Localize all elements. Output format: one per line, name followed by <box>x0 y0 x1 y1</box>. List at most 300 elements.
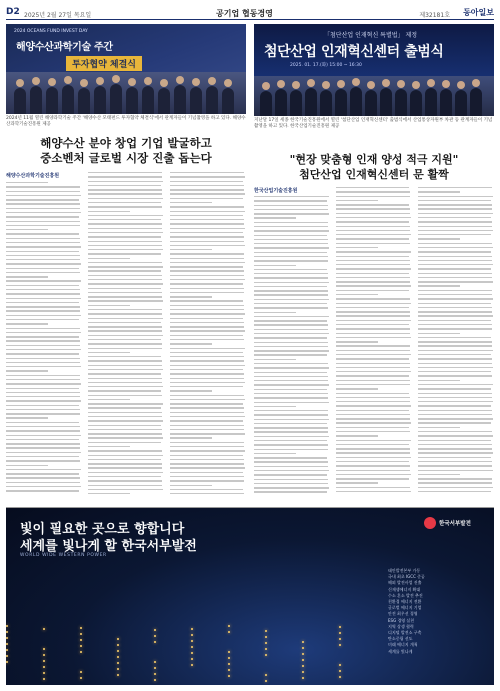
body-text-line <box>170 493 244 494</box>
body-text-line <box>6 426 80 427</box>
body-text-line <box>418 431 492 432</box>
body-text-line <box>170 236 244 237</box>
body-text-line <box>88 480 162 481</box>
body-text-line <box>418 384 493 385</box>
body-text-line <box>336 354 411 355</box>
body-text-line <box>418 465 492 466</box>
city-light <box>302 665 304 667</box>
city-light <box>191 628 193 630</box>
body-text-line <box>170 181 243 182</box>
body-text-line <box>254 431 328 432</box>
photo-subtitle: 「첨단산업 인재혁신 특별법」 제정 <box>324 32 418 39</box>
body-text-line <box>6 383 81 384</box>
body-text-line <box>88 442 161 443</box>
body-text-line <box>88 215 163 216</box>
body-text-line <box>418 221 492 222</box>
body-text-line <box>336 465 410 466</box>
body-text-line <box>254 359 296 360</box>
body-text-line <box>6 328 80 329</box>
body-text-line <box>418 375 492 376</box>
city-light <box>191 640 193 642</box>
body-text-line <box>88 343 162 344</box>
body-text-line <box>254 376 328 377</box>
body-text-line <box>170 262 245 263</box>
body-text-line <box>418 208 492 209</box>
body-text-line <box>254 466 328 467</box>
body-text-line <box>336 230 410 231</box>
body-text-line <box>88 455 163 456</box>
body-text-line <box>254 260 328 261</box>
body-text-line <box>170 330 245 331</box>
city-light <box>265 642 267 644</box>
section-title: 공기업 협동경영 <box>216 8 273 18</box>
body-text-line <box>254 200 327 201</box>
body-text-line <box>88 365 162 366</box>
city-light <box>6 637 8 639</box>
body-text-line <box>336 448 410 449</box>
ad-headline-line1: 빛이 필요한 곳으로 향합니다 <box>20 522 185 537</box>
body-text-line <box>418 457 491 458</box>
ad-list-item: 수소 혼소 발전 추진 <box>388 592 423 598</box>
body-text-line <box>88 425 161 426</box>
body-text-line <box>418 491 491 492</box>
body-text-line <box>88 335 163 336</box>
body-text-line <box>418 452 493 453</box>
body-text-line <box>170 390 212 391</box>
body-text-line <box>170 275 244 276</box>
city-light <box>43 678 45 680</box>
body-text-line <box>88 390 161 391</box>
right-photo-caption: 지난달 17일 세종 한국기술진흥원에서 열린 '첨단산업 인재혁신센터' 출범식에서 산업통상자원부 차관 등 관계자들이 기념촬영을 하고 있다. 한국산업기술진흥원 제공 <box>254 118 493 129</box>
body-text-line <box>336 243 410 244</box>
photo-date: 2025. 01. 17.(화) 15:00 ~ 16:30 <box>290 63 362 68</box>
right-byline: 한국산업기술진흥원 <box>254 188 298 194</box>
body-text-line <box>6 469 81 470</box>
city-light <box>191 634 193 636</box>
body-text-line <box>6 473 79 474</box>
body-text-line <box>170 296 212 297</box>
city-light <box>80 677 82 679</box>
city-light <box>339 664 341 666</box>
city-light <box>302 647 304 649</box>
body-text-line <box>6 221 80 222</box>
body-text-line <box>6 319 79 320</box>
body-text-line <box>254 337 327 338</box>
body-text-line <box>88 339 161 340</box>
body-text-line <box>6 233 79 234</box>
city-light <box>154 679 156 681</box>
body-text-line <box>336 478 409 479</box>
body-text-line <box>170 356 244 357</box>
body-text-line <box>336 251 411 252</box>
body-text-line <box>418 414 492 415</box>
body-text-line <box>88 407 161 408</box>
body-text-line <box>336 444 409 445</box>
body-text-line <box>6 246 81 247</box>
body-text-line <box>254 397 328 398</box>
body-text-line <box>88 373 161 374</box>
body-text-line <box>6 422 79 423</box>
body-text-line <box>88 493 130 494</box>
body-text-line <box>170 292 244 293</box>
city-light <box>117 650 119 652</box>
body-text-line <box>6 191 80 192</box>
body-text-line <box>336 418 410 419</box>
photo-title: 첨단산업 인재혁신센터 출범식 <box>264 44 444 60</box>
body-text-line <box>170 455 243 456</box>
body-text-line <box>418 397 492 398</box>
city-light <box>80 633 82 635</box>
body-text-line <box>336 213 410 214</box>
body-text-line <box>170 399 245 400</box>
body-text-line <box>336 303 411 304</box>
city-light <box>43 648 45 650</box>
body-text-line <box>88 279 162 280</box>
body-text-line <box>418 358 492 359</box>
ad-logo <box>424 516 486 530</box>
body-text-line <box>418 444 492 445</box>
page-header <box>6 6 494 20</box>
body-text-line <box>254 389 327 390</box>
body-text-line <box>254 265 296 266</box>
body-text-line <box>88 382 162 383</box>
body-text-line <box>336 200 378 201</box>
ad-list-item: 해외 발전사업 진출 <box>388 580 422 586</box>
body-text-line <box>170 185 244 186</box>
body-text-line <box>254 410 328 411</box>
body-text-line <box>336 431 410 432</box>
city-light <box>302 677 304 679</box>
body-text-line <box>170 386 243 387</box>
body-text-line <box>336 482 378 483</box>
left-headline-line2: 중소벤처 글로벌 시장 진출 돕는다 <box>40 151 212 165</box>
body-text-line <box>170 318 243 319</box>
body-text-line <box>88 403 163 404</box>
city-light <box>265 648 267 650</box>
body-text-line <box>6 293 80 294</box>
body-text-line <box>336 294 378 295</box>
body-text-line <box>6 289 80 290</box>
body-text-line <box>170 407 244 408</box>
body-text-line <box>88 326 162 327</box>
advertisement[interactable] <box>6 507 494 685</box>
body-text-line <box>254 235 327 236</box>
body-text-line <box>254 483 328 484</box>
body-text-line <box>336 393 409 394</box>
body-text-line <box>88 437 163 438</box>
city-light <box>154 661 156 663</box>
body-text-line <box>254 346 328 347</box>
body-text-line <box>254 419 329 420</box>
body-text-line <box>418 273 492 274</box>
city-light <box>43 628 45 630</box>
body-text-line <box>418 217 491 218</box>
body-text-line <box>170 198 243 199</box>
ad-list-item: 미래 에너지 개척 <box>388 642 418 648</box>
body-text-line <box>170 249 212 250</box>
issue-date: 2025년 2월 27일 목요일 <box>24 12 92 19</box>
body-text-line <box>254 333 329 334</box>
ad-headline-line2: 세계를 빛나게 할 한국서부발전 <box>20 539 197 554</box>
body-text-line <box>170 463 244 464</box>
body-text-line <box>254 286 327 287</box>
body-text-line <box>88 296 162 297</box>
body-text-line <box>418 333 460 334</box>
body-text-line <box>88 245 162 246</box>
body-text-line <box>88 348 162 349</box>
ad-list-item: 안전 최우선 경영 <box>388 611 418 617</box>
city-light <box>80 651 82 653</box>
body-text-line <box>6 482 80 483</box>
body-text-line <box>88 232 163 233</box>
body-text-line <box>88 211 130 212</box>
body-text-line <box>6 477 80 478</box>
left-article-photo <box>6 24 246 114</box>
body-text-line <box>418 478 492 479</box>
body-text-line <box>418 196 493 197</box>
city-light <box>80 645 82 647</box>
body-text-line <box>170 446 244 447</box>
body-text-line <box>336 470 410 471</box>
body-text-line <box>170 193 245 194</box>
body-text-line <box>254 324 328 325</box>
city-light <box>339 632 341 634</box>
body-text-line <box>88 258 130 259</box>
left-body-column-2 <box>88 172 164 500</box>
body-text-line <box>6 340 80 341</box>
body-text-line <box>6 315 81 316</box>
ad-list-item: 태안발전본부 가동 <box>388 568 421 573</box>
city-light <box>339 644 341 646</box>
right-body-column-2 <box>336 187 412 500</box>
body-text-line <box>418 243 492 244</box>
body-text-line <box>418 427 460 428</box>
body-text-line <box>254 342 328 343</box>
body-text-line <box>88 172 162 173</box>
body-text-line <box>418 324 492 325</box>
photo-people <box>6 72 246 114</box>
body-text-line <box>170 279 245 280</box>
body-text-line <box>254 209 328 210</box>
body-text-line <box>336 440 411 441</box>
body-text-line <box>88 386 163 387</box>
ad-tagline: WORLD WIDE WESTERN POWER <box>20 553 107 558</box>
body-text-line <box>336 491 411 492</box>
body-text-line <box>418 328 492 329</box>
right-body-column-1 <box>254 196 330 500</box>
body-text-line <box>6 417 48 418</box>
body-text-line <box>6 358 80 359</box>
body-text-line <box>254 277 328 278</box>
body-text-line <box>6 430 80 431</box>
body-text-line <box>336 414 410 415</box>
city-light <box>265 674 267 676</box>
body-text-line <box>254 487 329 488</box>
body-text-line <box>336 410 409 411</box>
issue-number: 제32181호 <box>419 12 450 19</box>
body-text-line <box>336 277 410 278</box>
body-text-line <box>254 303 327 304</box>
body-text-line <box>336 298 410 299</box>
body-text-line <box>336 371 411 372</box>
body-text-line <box>88 275 162 276</box>
body-text-line <box>254 213 329 214</box>
body-text-line <box>336 435 378 436</box>
body-text-line <box>88 249 163 250</box>
body-text-line <box>170 270 244 271</box>
body-text-line <box>254 461 328 462</box>
body-text-line <box>6 409 80 410</box>
body-text-line <box>336 324 409 325</box>
body-text-line <box>336 358 409 359</box>
body-text-line <box>88 300 163 301</box>
body-text-line <box>170 211 245 212</box>
body-text-line <box>336 217 411 218</box>
ad-city-lights <box>6 615 384 685</box>
body-text-line <box>6 310 80 311</box>
body-text-line <box>170 480 244 481</box>
body-text-line <box>336 290 409 291</box>
body-text-line <box>6 336 79 337</box>
company-logo-icon <box>424 517 436 529</box>
body-text-line <box>170 305 244 306</box>
body-text-line <box>336 311 410 312</box>
body-text-line <box>254 372 327 373</box>
body-text-line <box>336 264 410 265</box>
body-text-line <box>254 427 328 428</box>
city-light <box>265 654 267 656</box>
body-text-line <box>88 489 163 490</box>
body-text-line <box>6 460 80 461</box>
body-text-line <box>170 489 243 490</box>
left-body-column-3 <box>170 172 246 500</box>
body-text-line <box>6 465 48 466</box>
body-text-line <box>254 423 327 424</box>
body-text-line <box>254 222 328 223</box>
body-text-line <box>170 326 244 327</box>
body-text-line <box>336 452 410 453</box>
body-text-line <box>418 320 491 321</box>
body-text-line <box>254 457 327 458</box>
left-photo-caption: 2024년 11월 열린 해양과학기술 주간 '해양수산 모태펀드 투자협약 체결식'에서 관계자들이 기념촬영을 하고 있다. 해양수산과학기술진흥원 제공 <box>6 116 246 127</box>
right-headline <box>254 152 494 182</box>
body-text-line <box>418 405 491 406</box>
body-text-line <box>6 302 79 303</box>
body-text-line <box>88 176 162 177</box>
body-text-line <box>88 318 163 319</box>
city-light <box>302 653 304 655</box>
body-text-line <box>418 371 491 372</box>
body-text-line <box>336 268 411 269</box>
city-light <box>80 671 82 673</box>
city-light <box>80 627 82 629</box>
body-text-line <box>88 185 161 186</box>
body-text-line <box>88 352 130 353</box>
body-text-line <box>336 247 378 248</box>
body-text-line <box>170 437 212 438</box>
photo-title: 해양수산과학기술 주간 <box>16 42 113 53</box>
city-light <box>154 635 156 637</box>
body-text-line <box>170 352 243 353</box>
body-text-line <box>6 268 79 269</box>
body-text-line <box>88 330 162 331</box>
body-text-line <box>254 367 329 368</box>
body-text-line <box>6 375 80 376</box>
body-text-line <box>88 309 162 310</box>
body-text-line <box>418 448 492 449</box>
body-text-line <box>170 472 243 473</box>
body-text-line <box>418 191 460 192</box>
body-text-line <box>418 474 460 475</box>
body-text-line <box>418 238 460 239</box>
body-text-line <box>336 260 410 261</box>
body-text-line <box>254 226 328 227</box>
body-text-line <box>88 399 130 400</box>
body-text-line <box>6 323 48 324</box>
city-light <box>6 643 8 645</box>
body-text-line <box>6 439 79 440</box>
body-text-line <box>254 402 329 403</box>
body-text-line <box>170 206 244 207</box>
body-text-line <box>88 202 161 203</box>
body-text-line <box>336 307 409 308</box>
body-text-line <box>254 474 327 475</box>
body-text-line <box>418 294 492 295</box>
body-text-line <box>6 263 81 264</box>
photo-banner: 2024 OCEANS FUND INVEST DAY <box>14 29 88 34</box>
body-text-line <box>418 315 493 316</box>
city-light <box>302 659 304 661</box>
body-text-line <box>88 429 162 430</box>
body-text-line <box>6 447 80 448</box>
body-text-line <box>6 456 79 457</box>
body-text-line <box>6 452 81 453</box>
body-text-line <box>254 329 328 330</box>
body-text-line <box>88 412 162 413</box>
body-text-line <box>418 298 493 299</box>
body-text-line <box>418 307 492 308</box>
body-text-line <box>418 290 492 291</box>
body-text-line <box>6 396 80 397</box>
body-text-line <box>336 221 409 222</box>
city-light <box>228 625 230 627</box>
body-text-line <box>6 242 80 243</box>
body-text-line <box>88 360 162 361</box>
body-text-line <box>418 435 493 436</box>
body-text-line <box>418 264 493 265</box>
body-text-line <box>336 384 410 385</box>
ad-list-item: 세계를 빛나게 <box>388 648 413 654</box>
body-text-line <box>254 350 329 351</box>
body-text-line <box>170 202 212 203</box>
left-headline <box>6 136 246 166</box>
body-text-line <box>6 388 79 389</box>
ad-list-item: 신재생에너지 확대 <box>388 586 421 592</box>
body-text-line <box>336 375 409 376</box>
body-text-line <box>88 228 162 229</box>
body-text-line <box>254 290 328 291</box>
body-text-line <box>88 416 162 417</box>
body-text-line <box>336 256 409 257</box>
body-text-line <box>6 182 48 183</box>
body-text-line <box>418 482 492 483</box>
body-text-line <box>6 486 81 487</box>
body-text-line <box>418 367 493 368</box>
body-text-line <box>336 474 411 475</box>
body-text-line <box>418 230 493 231</box>
body-text-line <box>254 393 328 394</box>
body-text-line <box>6 259 80 260</box>
